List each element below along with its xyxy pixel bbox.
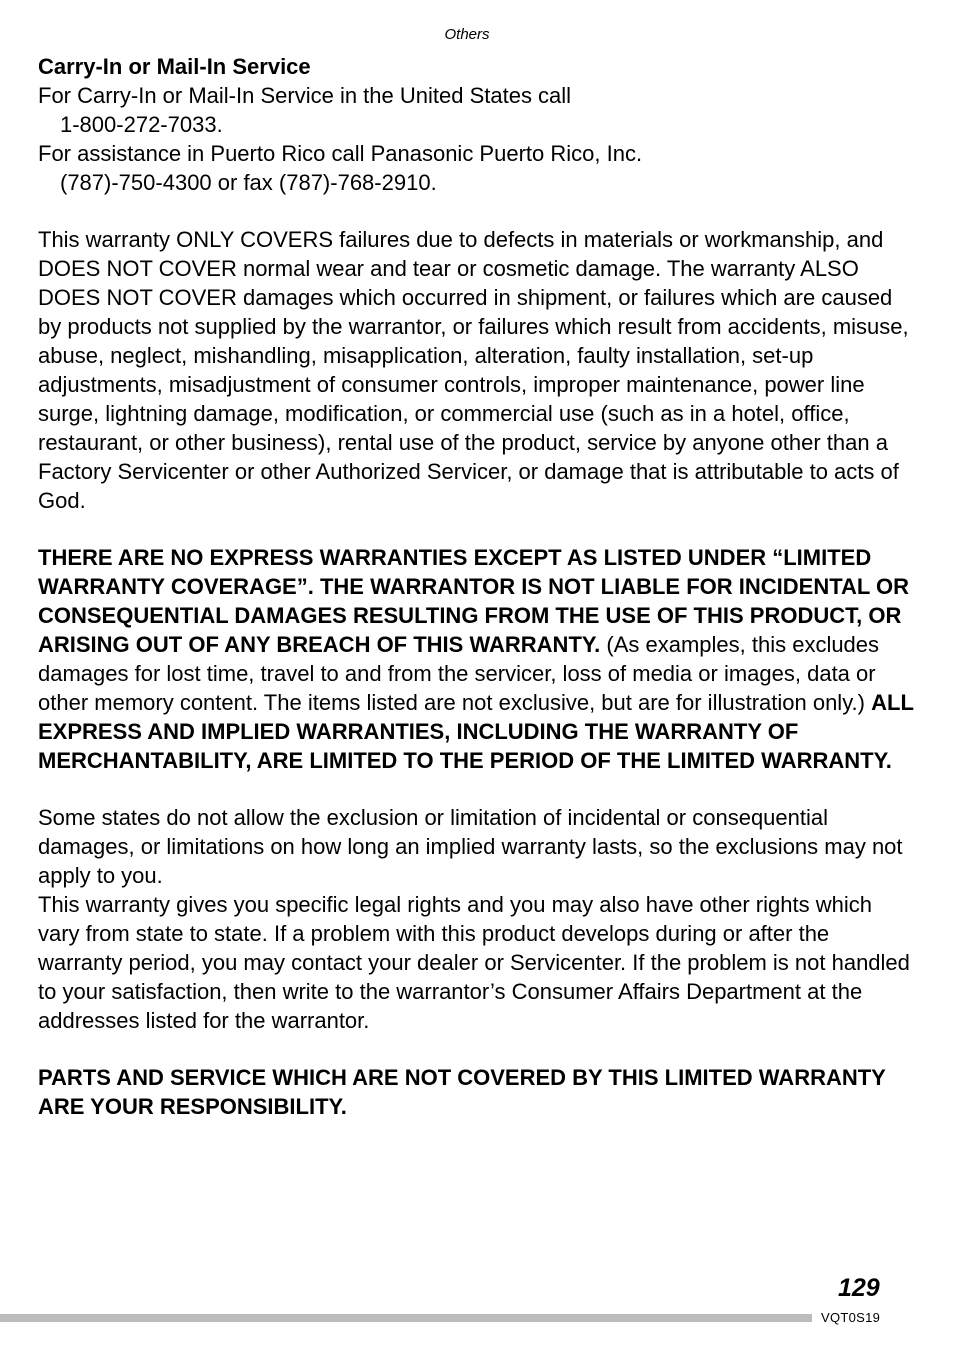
footer-divider-bar bbox=[0, 1314, 812, 1322]
section-label: Others bbox=[444, 26, 490, 43]
coverage-paragraph: This warranty ONLY COVERS failures due to defects in materials or workmanship, and DOES NOT COVER normal wear and tear or cosmetic damage. The warranty ALSO DOES NOT COVER damages which occurred in shipment, or failures which are caused by products not supplied by the warrantor, or failures which result from accidents, misuse, abuse, neglect, mishandling, misapplication, alteration, faulty installation, set-up adjustments, misadjustment of consumer controls, improper maintenance, power line surge, lightning damage, modification, or commercial use (such as in a hotel, office, restaurant, or other business), rental use of the product, service by anyone other than a Factory Servicenter or other Authorized Servicer, or damage that is attributable to acts of God. bbox=[38, 227, 909, 513]
puerto-rico-phone: (787)-750-4300 or fax (787)-768-2910. bbox=[60, 170, 437, 195]
no-express-warranty-paragraph bbox=[38, 543, 918, 775]
legal-rights-paragraph: This warranty gives you specific legal rights and you may also have other rights which vary from state to state. If a problem with this product develops during or after the warranty period, you may contact your dealer or Servicenter. If the problem is not handled to your satisfaction, then write to the warrantor’s Consumer Affairs Department at the addresses listed for the warrantor. bbox=[38, 892, 910, 1033]
carry-in-us-phone: 1-800-272-7033. bbox=[60, 112, 223, 137]
carry-in-us-text: For Carry-In or Mail-In Service in the United States call bbox=[38, 83, 572, 108]
page-number: 129 bbox=[838, 1274, 880, 1302]
puerto-rico-text: For assistance in Puerto Rico call Panasonic Puerto Rico, Inc. bbox=[38, 141, 643, 166]
page-content bbox=[38, 52, 918, 1121]
no-express-examples: (As examples, this excludes damages for lost time, travel to and from the servicer, loss of media or images, data or other memory content. The items listed are not exclusive, but are for illustration only.) bbox=[38, 632, 880, 715]
no-express-bold-end: ALL EXPRESS AND IMPLIED WARRANTIES, INCLUDING THE WARRANTY OF MERCHANTABILITY, ARE LIMITED TO THE PERIOD OF THE LIMITED WARRANTY. bbox=[38, 690, 914, 773]
carry-in-heading: Carry-In or Mail-In Service bbox=[38, 54, 311, 79]
no-express-bold-start: THERE ARE NO EXPRESS WARRANTIES EXCEPT AS LISTED UNDER “LIMITED WARRANTY COVERAGE”. THE WARRANTOR IS NOT LIABLE FOR INCIDENTAL OR CONSEQUENTIAL DAMAGES RESULTING FROM THE USE OF THIS PRODUCT, OR ARISING OUT OF ANY BREACH OF THIS WARRANTY. bbox=[38, 545, 910, 657]
states-exclusion-paragraph: Some states do not allow the exclusion or limitation of incidental or consequential damages, or limitations on how long an implied warranty lasts, so the exclusions may not apply to you. bbox=[38, 805, 903, 888]
responsibility-notice: PARTS AND SERVICE WHICH ARE NOT COVERED BY THIS LIMITED WARRANTY ARE YOUR RESPONSIBILITY. bbox=[38, 1065, 886, 1119]
model-code: VQT0S19 bbox=[821, 1310, 881, 1325]
